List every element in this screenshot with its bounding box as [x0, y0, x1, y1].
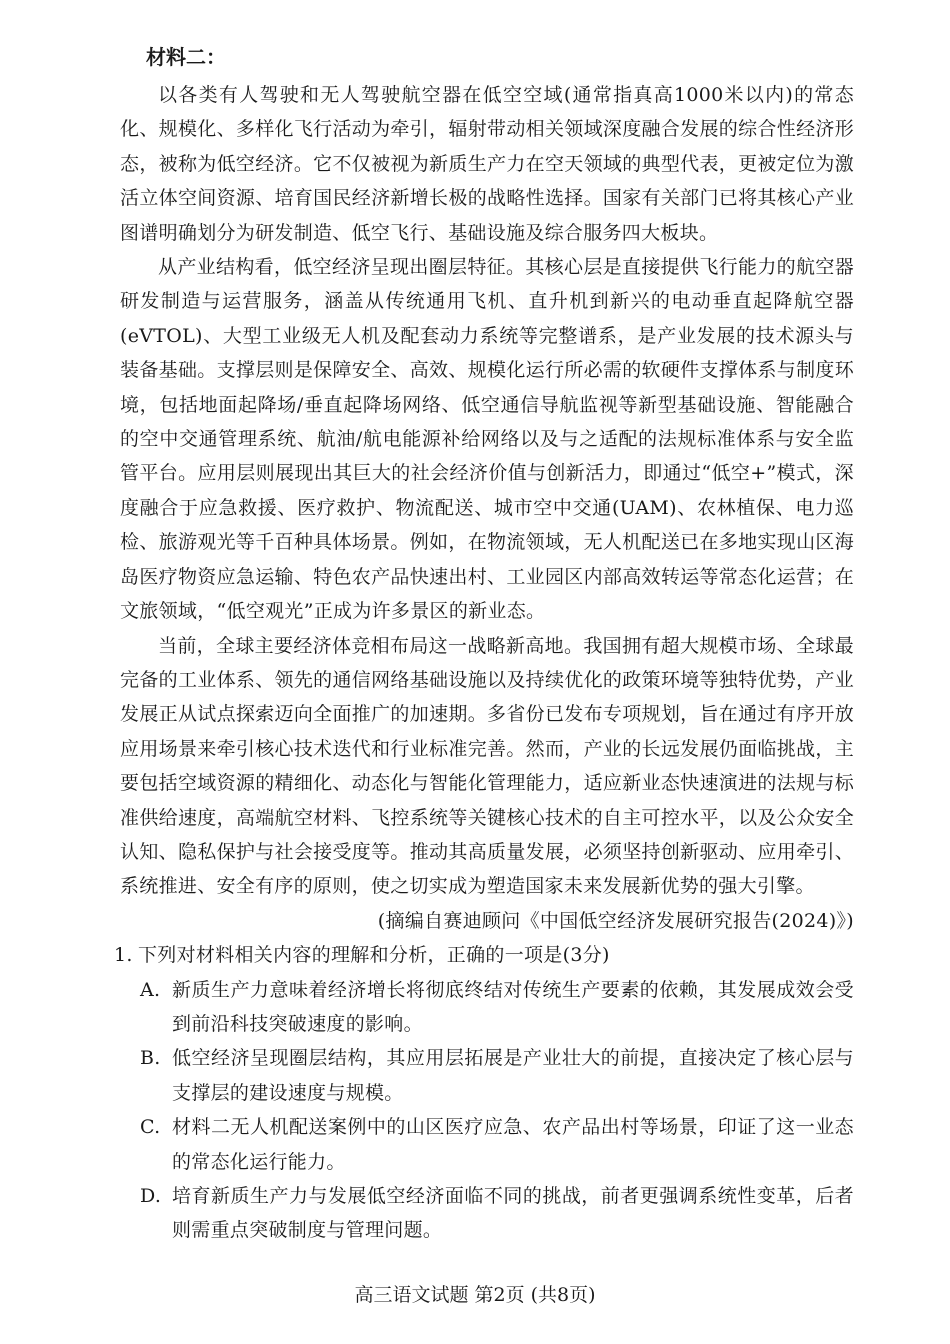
material-heading: 材料二：: [146, 45, 226, 69]
question-stem: [114, 938, 854, 972]
material-source: (摘编自赛迪顾问《中国低空经济发展研究报告(2024)》): [377, 909, 854, 932]
option-letter: D.: [140, 1185, 162, 1207]
option-d[interactable]: [120, 1179, 854, 1248]
answer-options: [120, 973, 854, 1248]
material-paragraph-3: 当前，全球主要经济体竞相布局这一战略新高地。我国拥有超大规模市场、全球最完备的工业体系、领先的通信网络基础设施以及持续优化的政策环境等独特优势，产业发展正从试点探索迈向全面推广的加速期。多省份已发布专项规划，旨在通过有序开放应用场景来牵引核心技术迭代和行业标准完善。然而，产业的长远发展仍面临挑战，主要包括空域资源的精细化、动态化与智能化管理能力，适应新业态快速演进的法规与标准供给速度，高端航空材料、飞控系统等关键核心技术的自主可控水平，以及公众安全认知、隐私保护与社会接受度等。推动其高质量发展，必须坚持创新驱动、应用牵引、系统推进、安全有序的原则，使之切实成为塑造国家未来发展新优势的强大引擎。: [120, 634, 854, 898]
option-letter: C.: [140, 1116, 161, 1139]
option-b[interactable]: [120, 1041, 854, 1110]
material-paragraph-2: 从产业结构看，低空经济呈现出圈层特征。其核心层是直接提供飞行能力的航空器研发制造与运营服务，涵盖从传统通用飞机、直升机到新兴的电动垂直起降航空器(eVTOL)、大型工业级无人机及配套动力系统等完整谱系，是产业发展的技术源头与装备基础。支撑层则是保障安全、高效、规模化运行所必需的软硬件支撑体系与制度环境，包括地面起降场/垂直起降场网络、低空通信导航监视等新型基础设施、智能融合的空中交通管理系统、航油/航电能源补给网络以及与之适配的法规标准体系与安全监管平台。应用层则展现出其巨大的社会经济价值与创新活力，即通过“低空+”模式，深度融合于应急救援、医疗救护、物流配送、城市空中交通(UAM)、农林植保、电力巡检、旅游观光等千百种具体场景。例如，在物流领域，无人机配送已在多地实现山区海岛医疗物资应急运输、特色农产品快速出村、工业园区内部高效转运等常态化运营；在文旅领域，“低空观光”正成为许多景区的新业态。: [120, 256, 854, 623]
option-text: 低空经济呈现圈层结构，其应用层拓展是产业壮大的前提，直接决定了核心层与支撑层的建设速度与规模。: [172, 1047, 854, 1104]
question-number: 1.: [114, 944, 133, 967]
option-a[interactable]: [120, 973, 854, 1042]
option-text: 材料二无人机配送案例中的山区医疗应急、农产品出村等场景，印证了这一业态的常态化运行能力。: [172, 1116, 854, 1173]
option-text: 培育新质生产力与发展低空经济面临不同的挑战，前者更强调系统性变革，后者则需重点突破制度与管理问题。: [172, 1185, 854, 1242]
option-text: 新质生产力意味着经济增长将彻底终结对传统生产要素的依赖，其发展成效会受到前沿科技突破速度的影响。: [172, 978, 854, 1035]
material-paragraph-1: 以各类有人驾驶和无人驾驶航空器在低空空域(通常指真高1000米以内)的常态化、规模化、多样化飞行活动为牵引，辐射带动相关领域深度融合发展的综合性经济形态，被称为低空经济。它不仅被视为新质生产力在空天领域的典型代表，更被定位为激活立体空间资源、培育国民经济新增长极的战略性选择。国家有关部门已将其核心产业图谱明确划分为研发制造、低空飞行、基础设施及综合服务四大板块。: [120, 84, 854, 244]
question-text: 下列对材料相关内容的理解和分析，正确的一项是(3分): [138, 944, 610, 967]
option-letter: B.: [140, 1047, 161, 1070]
option-c[interactable]: [120, 1110, 854, 1179]
page-footer: 高三语文试题 第2页 (共8页): [354, 1284, 596, 1306]
option-letter: A.: [140, 978, 161, 1001]
